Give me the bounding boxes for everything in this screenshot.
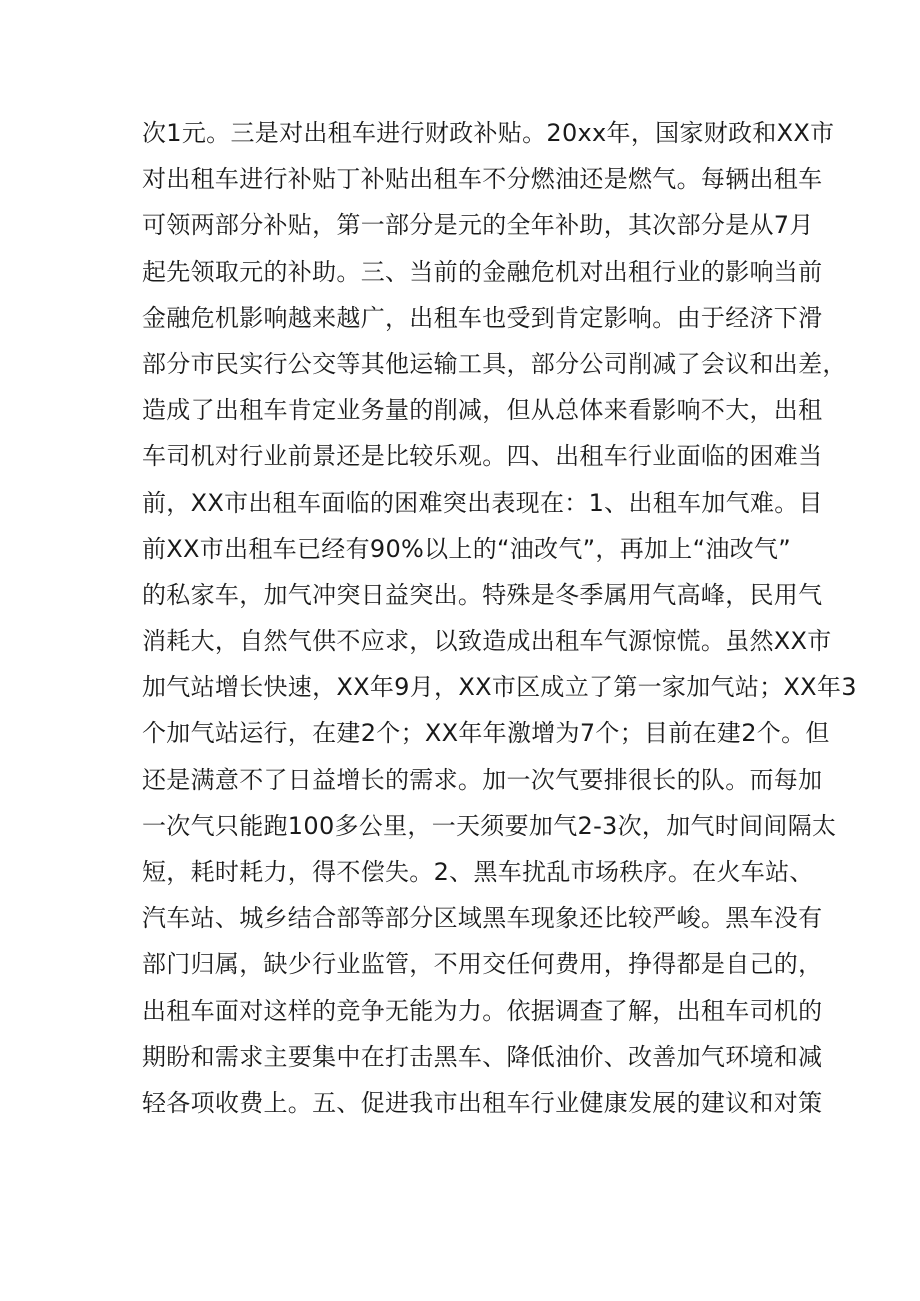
text-line: 造成了出租车肯定业务量的削减，但从总体来看影响不大，出租 <box>142 396 823 425</box>
text-line: 次1元。三是对出租车进行财政补贴。20xx年，国家财政和XX市 <box>142 119 835 147</box>
text-line: 消耗大，自然气供不应求，以致造成出租车气源惊慌。虽然XX市 <box>142 627 832 656</box>
text-line: 起先领取元的补助。三、当前的金融危机对出租行业的影响当前 <box>142 257 823 286</box>
text-line: 前，XX市出租车面临的困难突出表现在：1、出租车加气难。目 <box>142 488 823 517</box>
text-line: 部分市民实行公交等其他运输工具，部分公司削减了会议和出差， <box>142 349 847 378</box>
text-line: 汽车站、城乡结合部等部分区域黑车现象还比较严峻。黑车没有 <box>142 904 823 933</box>
body-text <box>142 110 857 1126</box>
text-line: 加气站增长快速，XX年9月，XX市区成立了第一家加气站；XX年3 <box>142 673 857 702</box>
text-line: 车司机对行业前景还是比较乐观。四、出租车行业面临的困难当 <box>142 442 823 471</box>
text-line: 部门归属，缺少行业监管，不用交任何费用，挣得都是自己的， <box>142 950 823 979</box>
text-line: 前XX市出租车已经有90%以上的“油改气”，再加上“油改气” <box>142 534 791 563</box>
text-line: 个加气站运行，在建2个；XX年年激增为7个；目前在建2个。但 <box>142 719 830 748</box>
text-line: 金融危机影响越来越广，出租车也受到肯定影响。由于经济下滑 <box>142 303 823 332</box>
text-line: 还是满意不了日益增长的需求。加一次气要排很长的队。而每加 <box>142 765 823 794</box>
text-line: 期盼和需求主要集中在打击黑车、降低油价、改善加气环境和减 <box>142 1042 823 1071</box>
text-line: 对出租车进行补贴丁补贴出租车不分燃油还是燃气。每辆出租车 <box>142 165 823 194</box>
text-line: 短，耗时耗力，得不偿失。2、黑车扰乱市场秩序。在火车站、 <box>142 858 814 886</box>
text-line: 可领两部分补贴，第一部分是元的全年补助，其次部分是从7月 <box>142 211 814 240</box>
text-line: 轻各项收费上。五、促进我市出租车行业健康发展的建议和对策 <box>142 1088 823 1117</box>
text-line: 的私家车，加气冲突日益突出。特殊是冬季属用气高峰，民用气 <box>142 580 823 609</box>
text-line: 一次气只能跑100多公里，一天须要加气2-3次，加气时间间隔太 <box>142 811 837 840</box>
text-line: 出租车面对这样的竞争无能为力。依据调查了解，出租车司机的 <box>142 996 823 1025</box>
